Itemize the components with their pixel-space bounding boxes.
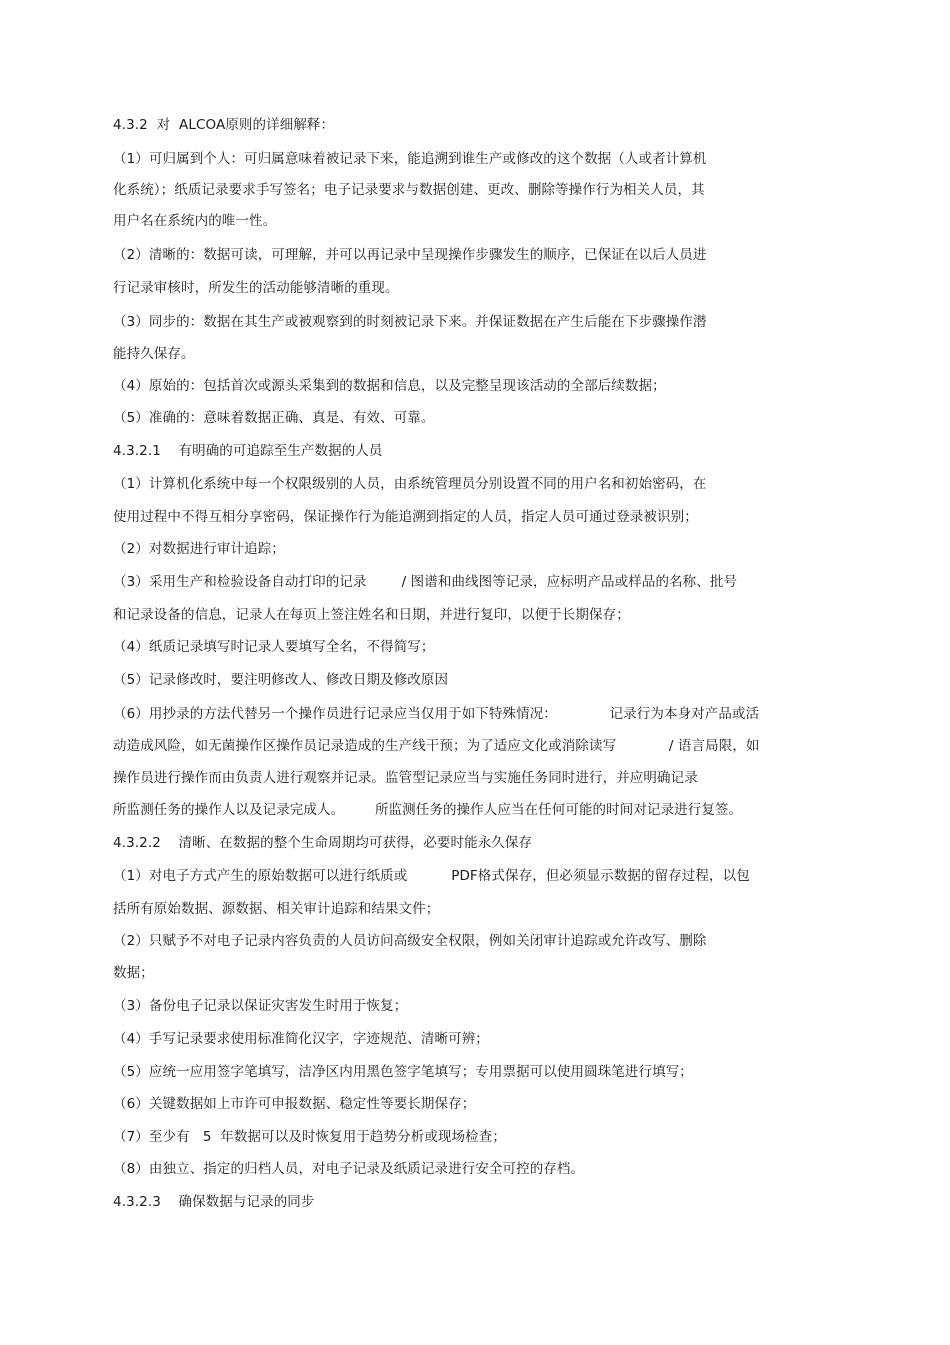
text-line: 使用过程中不得互相分享密码，保证操作行为能追溯到指定的人员，指定人员可通过登录被识别；: [113, 509, 698, 525]
text-line: （7）至少有 5 年数据可以及时恢复用于趋势分析或现场检查；: [113, 1129, 506, 1145]
text-line: （4）纸质记录填写时记录人要填写全名，不得简写；: [113, 639, 435, 655]
text-line: （6）用抄录的方法代替另一个操作员进行记录应当仅用于如下特殊情况： 记录行为本身对产品或活: [113, 706, 760, 722]
text-line: （2）对数据进行审计追踪；: [113, 541, 285, 557]
text-line: 能持久保存。: [113, 346, 195, 362]
text-line: （3）采用生产和检验设备自动打印的记录 / 图谱和曲线图等记录，应标明产品或样品的名称、批号: [113, 574, 738, 590]
text-line: （6）关键数据如上市许可申报数据、稳定性等要长期保存；: [113, 1096, 476, 1112]
text-line: （2）只赋予不对电子记录内容负责的人员访问高级安全权限，例如关闭审计追踪或允许改写、删除: [113, 933, 707, 949]
text-line: 用户名在系统内的唯一性。: [113, 213, 277, 229]
text-line: 行记录审核时，所发生的活动能够清晰的重现。: [113, 280, 399, 296]
text-line: 数据；: [113, 965, 154, 981]
text-line: （4）原始的：包括首次或源头采集到的数据和信息，以及完整呈现该活动的全部后续数据；: [113, 378, 666, 394]
text-line: 操作员进行操作而由负责人进行观察并记录。监管型记录应当与实施任务同时进行，并应明确记录: [113, 770, 698, 786]
text-line: （4）手写记录要求使用标准简化汉字，字迹规范、清晰可辨；: [113, 1031, 489, 1047]
heading-4-3-2-1: 4.3.2.1 有明确的可追踪至生产数据的人员: [113, 443, 383, 459]
text-line: 和记录设备的信息，记录人在每页上签注姓名和日期，并进行复印，以便于长期保存；: [113, 607, 630, 623]
text-line: （1）对电子方式产生的原始数据可以进行纸质或 PDF格式保存，但必须显示数据的留存过程，以包: [113, 868, 750, 884]
text-line: 动造成风险，如无菌操作区操作员记录造成的生产线干预；为了适应文化或消除读写 / 语言局限，如: [113, 738, 760, 754]
heading-4-3-2-3: 4.3.2.3 确保数据与记录的同步: [113, 1194, 315, 1210]
text-line: （3）同步的：数据在其生产或被观察到的时刻被记录下来。并保证数据在产生后能在下步骤操作潜: [113, 314, 707, 330]
text-line: （1）可归属到个人：可归属意味着被记录下来，能追溯到谁生产或修改的这个数据（人或者计算机: [113, 151, 707, 167]
text-line: （1）计算机化系统中每一个权限级别的人员，由系统管理员分别设置不同的用户名和初始密码，在: [113, 476, 707, 492]
text-line: （8）由独立、指定的归档人员，对电子记录及纸质记录进行安全可控的存档。: [113, 1161, 585, 1177]
heading-4-3-2: 4.3.2 对 ALCOA原则的详细解释：: [113, 117, 335, 133]
text-line: 所监测任务的操作人以及记录完成人。 所监测任务的操作人应当在任何可能的时间对记录进行复签。: [113, 802, 743, 818]
text-line: 化系统）；纸质记录要求手写签名；电子记录要求与数据创建、更改、删除等操作行为相关人员，其: [113, 182, 705, 198]
text-line: 括所有原始数据、源数据、相关审计追踪和结果文件；: [113, 901, 440, 917]
text-line: （5）应统一应用签字笔填写，洁净区内用黑色签字笔填写；专用票据可以使用圆珠笔进行填写；: [113, 1064, 693, 1080]
heading-4-3-2-2: 4.3.2.2 清晰、在数据的整个生命周期均可获得，必要时能永久保存: [113, 835, 533, 851]
text-line: （3）备份电子记录以保证灾害发生时用于恢复；: [113, 998, 408, 1014]
text-line: （5）记录修改时，要注明修改人、修改日期及修改原因: [113, 672, 449, 688]
text-line: （5）准确的：意味着数据正确、真是、有效、可靠。: [113, 410, 435, 426]
text-line: （2）清晰的：数据可读，可理解，并可以再记录中呈现操作步骤发生的顺序，已保证在以后人员进: [113, 247, 707, 263]
